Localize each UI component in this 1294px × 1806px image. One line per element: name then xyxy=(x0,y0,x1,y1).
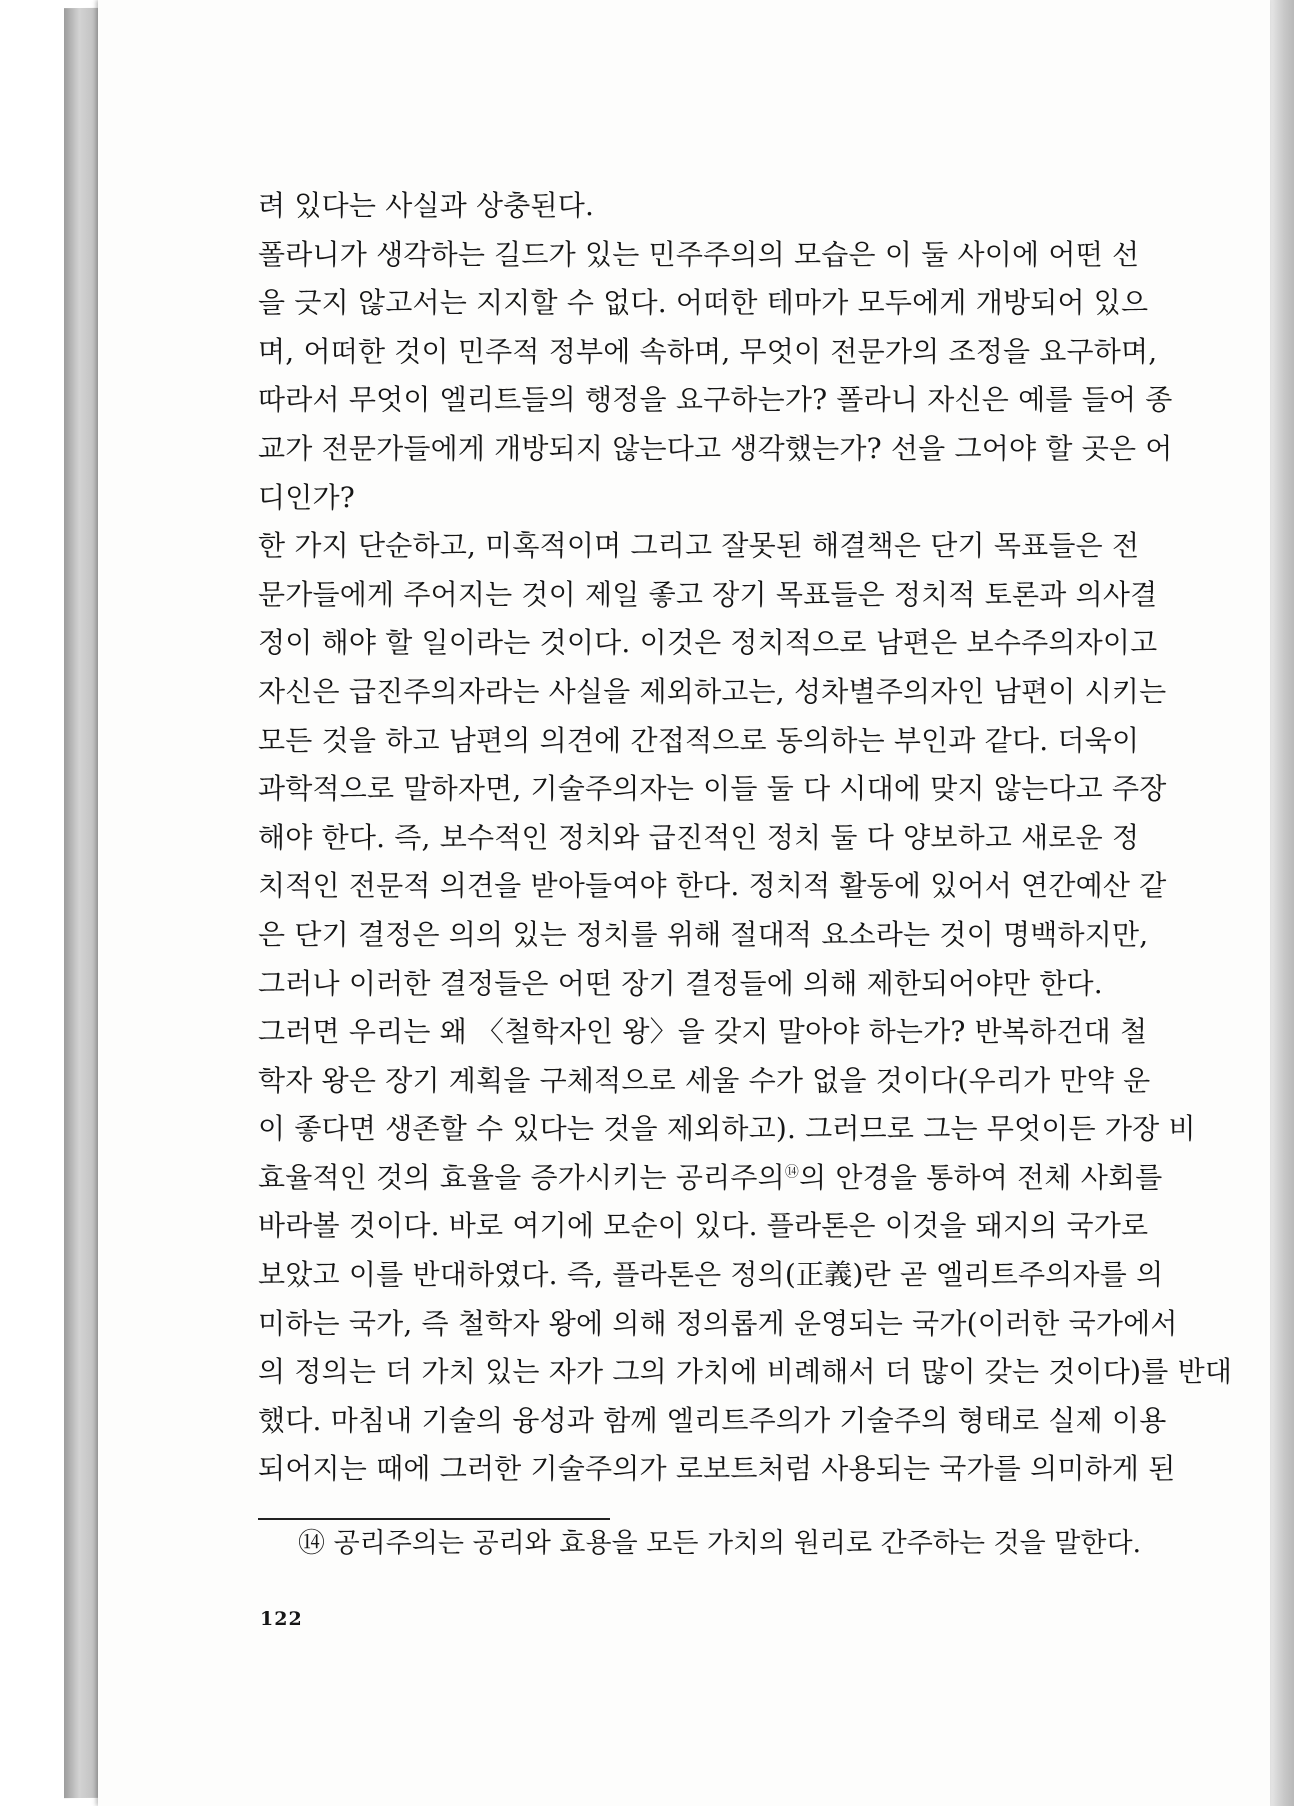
footnote-reference[interactable]: ⑭ xyxy=(784,1164,800,1181)
text-line: 을 긋지 않고서는 지지할 수 없다. 어떠한 테마가 모두에게 개방되어 있으 xyxy=(258,286,1149,320)
text-line: 이 좋다면 생존할 수 있다는 것을 제외하고). 그러므로 그는 무엇이든 가장 비 xyxy=(258,1112,1196,1146)
text-line: 그러면 우리는 왜 〈철학자인 왕〉을 갖지 말아야 하는가? 반복하건대 철 xyxy=(258,1015,1148,1049)
text-line: 해야 한다. 즉, 보수적인 정치와 급진적인 정치 둘 다 양보하고 새로운 정 xyxy=(258,820,1140,854)
text-line: 했다. 마침내 기술의 융성과 함께 엘리트주의가 기술주의 형태로 실제 이용 xyxy=(258,1403,1167,1437)
book-spine xyxy=(64,8,98,1798)
body-text xyxy=(258,182,1233,1494)
footnote: ⑭ 공리주의는 공리와 효용을 모든 가치의 원리로 간주하는 것을 말한다. xyxy=(298,1528,1142,1559)
page-number: 122 xyxy=(260,1608,303,1630)
text-line: 한 가지 단순하고, 미혹적이며 그리고 잘못된 해결책은 단기 목표들은 전 xyxy=(258,529,1140,563)
text-line: 학자 왕은 장기 계획을 구체적으로 세울 수가 없을 것이다(우리가 만약 운 xyxy=(258,1063,1151,1097)
page-edge xyxy=(1268,0,1294,1806)
text-line: 교가 전문가들에게 개방되지 않는다고 생각했는가? 선을 그어야 할 곳은 어 xyxy=(258,431,1173,465)
text-line: 자신은 급진주의자라는 사실을 제외하고는, 성차별주의자인 남편이 시키는 xyxy=(258,674,1167,708)
text-line: 모든 것을 하고 남편의 의견에 간접적으로 동의하는 부인과 같다. 더욱이 xyxy=(258,723,1140,757)
text-line: 문가들에게 주어지는 것이 제일 좋고 장기 목표들은 정치적 토론과 의사결 xyxy=(258,577,1158,611)
text-line: 며, 어떠한 것이 민주적 정부에 속하며, 무엇이 전문가의 조정을 요구하며, xyxy=(258,334,1158,368)
text-line: 미하는 국가, 즉 철학자 왕에 의해 정의롭게 운영되는 국가(이러한 국가에서 xyxy=(258,1306,1178,1340)
text-line: 치적인 전문적 의견을 받아들여야 한다. 정치적 활동에 있어서 연간예산 같 xyxy=(258,869,1167,903)
text-segment: 의 안경을 통하여 전체 사회를 xyxy=(799,1160,1163,1194)
text-line: 되어지는 때에 그러한 기술주의가 로보트처럼 사용되는 국가를 의미하게 된 xyxy=(258,1452,1176,1486)
text-line: 정이 해야 할 일이라는 것이다. 이것은 정치적으로 남편은 보수주의자이고 xyxy=(258,626,1158,660)
text-line: 폴라니가 생각하는 길드가 있는 민주주의의 모습은 이 둘 사이에 어떤 선 xyxy=(258,237,1140,271)
text-line: 디인가? xyxy=(258,480,355,514)
text-line: 따라서 무엇이 엘리트들의 행정을 요구하는가? 폴라니 자신은 예를 들어 종 xyxy=(258,383,1173,417)
footnote-divider xyxy=(258,1518,610,1520)
text-line: 은 단기 결정은 의의 있는 정치를 위해 절대적 요소라는 것이 명백하지만, xyxy=(258,917,1149,951)
text-line: 의 정의는 더 가치 있는 자가 그의 가치에 비례해서 더 많이 갖는 것이다)를 반대 xyxy=(258,1355,1233,1389)
text-line: 과학적으로 말하자면, 기술주의자는 이들 둘 다 시대에 맞지 않는다고 주장 xyxy=(258,772,1167,806)
text-line-with-footnote xyxy=(258,1154,1163,1203)
text-line: 그러나 이러한 결정들은 어떤 장기 결정들에 의해 제한되어야만 한다. xyxy=(258,966,1103,1000)
text-line: 려 있다는 사실과 상충된다. xyxy=(258,189,595,222)
text-segment: 효율적인 것의 효율을 증가시키는 공리주의 xyxy=(258,1160,785,1194)
text-line: 바라볼 것이다. 바로 여기에 모순이 있다. 플라톤은 이것을 돼지의 국가로 xyxy=(258,1209,1149,1243)
text-line: 보았고 이를 반대하였다. 즉, 플라톤은 정의(正義)란 곧 엘리트주의자를 의 xyxy=(258,1258,1164,1292)
